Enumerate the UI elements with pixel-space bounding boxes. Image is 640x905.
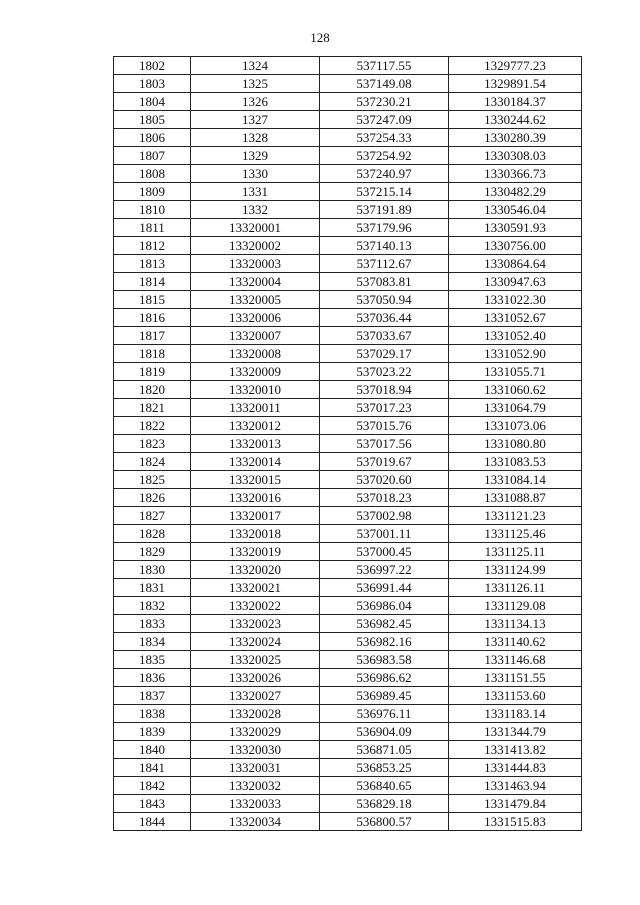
x-coordinate-cell: 537029.17 (320, 345, 449, 363)
table-row (114, 309, 582, 327)
y-coordinate-cell: 1330756.00 (449, 237, 582, 255)
table-row (114, 651, 582, 669)
table-row (114, 93, 582, 111)
x-coordinate-cell: 537036.44 (320, 309, 449, 327)
point-number-cell: 1826 (114, 489, 191, 507)
table-row (114, 219, 582, 237)
point-id-cell: 1331 (191, 183, 320, 201)
y-coordinate-cell: 1331055.71 (449, 363, 582, 381)
point-id-cell: 13320003 (191, 255, 320, 273)
point-id-cell: 13320017 (191, 507, 320, 525)
table-row (114, 669, 582, 687)
y-coordinate-cell: 1329891.54 (449, 75, 582, 93)
point-id-cell: 13320005 (191, 291, 320, 309)
table-row (114, 615, 582, 633)
point-id-cell: 13320008 (191, 345, 320, 363)
y-coordinate-cell: 1331064.79 (449, 399, 582, 417)
x-coordinate-cell: 536840.65 (320, 777, 449, 795)
y-coordinate-cell: 1331121.23 (449, 507, 582, 525)
point-id-cell: 1332 (191, 201, 320, 219)
point-number-cell: 1809 (114, 183, 191, 201)
point-id-cell: 13320007 (191, 327, 320, 345)
table-row (114, 579, 582, 597)
x-coordinate-cell: 536904.09 (320, 723, 449, 741)
x-coordinate-cell: 537017.23 (320, 399, 449, 417)
y-coordinate-cell: 1331022.30 (449, 291, 582, 309)
y-coordinate-cell: 1330244.62 (449, 111, 582, 129)
y-coordinate-cell: 1331084.14 (449, 471, 582, 489)
point-id-cell: 13320030 (191, 741, 320, 759)
point-number-cell: 1831 (114, 579, 191, 597)
y-coordinate-cell: 1331479.84 (449, 795, 582, 813)
y-coordinate-cell: 1331151.55 (449, 669, 582, 687)
point-number-cell: 1843 (114, 795, 191, 813)
y-coordinate-cell: 1330366.73 (449, 165, 582, 183)
x-coordinate-cell: 537001.11 (320, 525, 449, 543)
point-number-cell: 1805 (114, 111, 191, 129)
y-coordinate-cell: 1331344.79 (449, 723, 582, 741)
y-coordinate-cell: 1331444.83 (449, 759, 582, 777)
point-id-cell: 1327 (191, 111, 320, 129)
point-id-cell: 13320020 (191, 561, 320, 579)
x-coordinate-cell: 537033.67 (320, 327, 449, 345)
point-number-cell: 1806 (114, 129, 191, 147)
point-number-cell: 1839 (114, 723, 191, 741)
page-number: 128 (310, 30, 330, 45)
point-id-cell: 13320012 (191, 417, 320, 435)
point-number-cell: 1820 (114, 381, 191, 399)
x-coordinate-cell: 537215.14 (320, 183, 449, 201)
x-coordinate-cell: 537191.89 (320, 201, 449, 219)
point-number-cell: 1811 (114, 219, 191, 237)
table-row (114, 165, 582, 183)
x-coordinate-cell: 537254.92 (320, 147, 449, 165)
point-id-cell: 13320016 (191, 489, 320, 507)
y-coordinate-cell: 1331126.11 (449, 579, 582, 597)
table-row (114, 759, 582, 777)
x-coordinate-cell: 536986.62 (320, 669, 449, 687)
point-id-cell: 13320009 (191, 363, 320, 381)
point-id-cell: 13320025 (191, 651, 320, 669)
point-id-cell: 13320019 (191, 543, 320, 561)
x-coordinate-cell: 537023.22 (320, 363, 449, 381)
table-row (114, 705, 582, 723)
point-number-cell: 1821 (114, 399, 191, 417)
point-id-cell: 13320023 (191, 615, 320, 633)
x-coordinate-cell: 536982.45 (320, 615, 449, 633)
table-row (114, 201, 582, 219)
y-coordinate-cell: 1331140.62 (449, 633, 582, 651)
y-coordinate-cell: 1331052.90 (449, 345, 582, 363)
y-coordinate-cell: 1331515.83 (449, 813, 582, 831)
point-id-cell: 13320006 (191, 309, 320, 327)
point-id-cell: 13320027 (191, 687, 320, 705)
x-coordinate-cell: 536986.04 (320, 597, 449, 615)
x-coordinate-cell: 536991.44 (320, 579, 449, 597)
x-coordinate-cell: 536800.57 (320, 813, 449, 831)
point-number-cell: 1825 (114, 471, 191, 489)
point-number-cell: 1832 (114, 597, 191, 615)
point-number-cell: 1804 (114, 93, 191, 111)
table-row (114, 363, 582, 381)
point-number-cell: 1822 (114, 417, 191, 435)
table-row (114, 147, 582, 165)
y-coordinate-cell: 1331073.06 (449, 417, 582, 435)
point-number-cell: 1812 (114, 237, 191, 255)
point-id-cell: 13320015 (191, 471, 320, 489)
y-coordinate-cell: 1330591.93 (449, 219, 582, 237)
point-number-cell: 1829 (114, 543, 191, 561)
point-number-cell: 1818 (114, 345, 191, 363)
point-id-cell: 13320001 (191, 219, 320, 237)
x-coordinate-cell: 537019.67 (320, 453, 449, 471)
x-coordinate-cell: 537015.76 (320, 417, 449, 435)
x-coordinate-cell: 536829.18 (320, 795, 449, 813)
y-coordinate-cell: 1330864.64 (449, 255, 582, 273)
point-id-cell: 13320010 (191, 381, 320, 399)
table-row (114, 435, 582, 453)
point-id-cell: 1324 (191, 57, 320, 75)
table-row (114, 453, 582, 471)
point-number-cell: 1813 (114, 255, 191, 273)
x-coordinate-cell: 537112.67 (320, 255, 449, 273)
x-coordinate-cell: 536976.11 (320, 705, 449, 723)
table-row (114, 273, 582, 291)
x-coordinate-cell: 537020.60 (320, 471, 449, 489)
x-coordinate-cell: 536997.22 (320, 561, 449, 579)
x-coordinate-cell: 537240.97 (320, 165, 449, 183)
x-coordinate-cell: 536871.05 (320, 741, 449, 759)
point-id-cell: 13320004 (191, 273, 320, 291)
x-coordinate-cell: 537018.94 (320, 381, 449, 399)
point-number-cell: 1828 (114, 525, 191, 543)
table-row (114, 75, 582, 93)
y-coordinate-cell: 1331125.11 (449, 543, 582, 561)
y-coordinate-cell: 1331088.87 (449, 489, 582, 507)
y-coordinate-cell: 1331124.99 (449, 561, 582, 579)
point-number-cell: 1827 (114, 507, 191, 525)
y-coordinate-cell: 1331052.67 (449, 309, 582, 327)
y-coordinate-cell: 1331146.68 (449, 651, 582, 669)
point-id-cell: 13320013 (191, 435, 320, 453)
point-number-cell: 1824 (114, 453, 191, 471)
x-coordinate-cell: 536983.58 (320, 651, 449, 669)
point-number-cell: 1844 (114, 813, 191, 831)
point-id-cell: 13320032 (191, 777, 320, 795)
table-row (114, 111, 582, 129)
x-coordinate-cell: 537083.81 (320, 273, 449, 291)
point-number-cell: 1803 (114, 75, 191, 93)
point-id-cell: 13320033 (191, 795, 320, 813)
point-id-cell: 1328 (191, 129, 320, 147)
y-coordinate-cell: 1330947.63 (449, 273, 582, 291)
point-number-cell: 1841 (114, 759, 191, 777)
x-coordinate-cell: 537050.94 (320, 291, 449, 309)
coordinates-table-body (114, 57, 582, 831)
table-row (114, 255, 582, 273)
x-coordinate-cell: 537017.56 (320, 435, 449, 453)
y-coordinate-cell: 1330184.37 (449, 93, 582, 111)
x-coordinate-cell: 537140.13 (320, 237, 449, 255)
point-number-cell: 1842 (114, 777, 191, 795)
point-id-cell: 13320028 (191, 705, 320, 723)
y-coordinate-cell: 1331134.13 (449, 615, 582, 633)
table-row (114, 507, 582, 525)
point-number-cell: 1819 (114, 363, 191, 381)
table-row (114, 489, 582, 507)
point-number-cell: 1817 (114, 327, 191, 345)
x-coordinate-cell: 537247.09 (320, 111, 449, 129)
y-coordinate-cell: 1329777.23 (449, 57, 582, 75)
table-row (114, 327, 582, 345)
y-coordinate-cell: 1331083.53 (449, 453, 582, 471)
y-coordinate-cell: 1331060.62 (449, 381, 582, 399)
table-row (114, 597, 582, 615)
table-row (114, 561, 582, 579)
table-row (114, 345, 582, 363)
table-row (114, 723, 582, 741)
table-row (114, 543, 582, 561)
y-coordinate-cell: 1331080.80 (449, 435, 582, 453)
y-coordinate-cell: 1331129.08 (449, 597, 582, 615)
table-row (114, 633, 582, 651)
coordinates-table (113, 56, 582, 831)
y-coordinate-cell: 1330482.29 (449, 183, 582, 201)
point-id-cell: 1329 (191, 147, 320, 165)
table-row (114, 57, 582, 75)
x-coordinate-cell: 536989.45 (320, 687, 449, 705)
point-id-cell: 13320034 (191, 813, 320, 831)
x-coordinate-cell: 537149.08 (320, 75, 449, 93)
table-row (114, 741, 582, 759)
point-id-cell: 1326 (191, 93, 320, 111)
point-number-cell: 1830 (114, 561, 191, 579)
x-coordinate-cell: 537230.21 (320, 93, 449, 111)
point-id-cell: 13320014 (191, 453, 320, 471)
point-id-cell: 1330 (191, 165, 320, 183)
table-row (114, 777, 582, 795)
x-coordinate-cell: 536853.25 (320, 759, 449, 777)
point-number-cell: 1835 (114, 651, 191, 669)
point-number-cell: 1814 (114, 273, 191, 291)
point-number-cell: 1823 (114, 435, 191, 453)
point-number-cell: 1815 (114, 291, 191, 309)
table-row (114, 795, 582, 813)
table-row (114, 813, 582, 831)
y-coordinate-cell: 1330546.04 (449, 201, 582, 219)
y-coordinate-cell: 1331052.40 (449, 327, 582, 345)
table-row (114, 471, 582, 489)
point-number-cell: 1807 (114, 147, 191, 165)
x-coordinate-cell: 537002.98 (320, 507, 449, 525)
point-number-cell: 1834 (114, 633, 191, 651)
point-number-cell: 1833 (114, 615, 191, 633)
point-id-cell: 13320018 (191, 525, 320, 543)
point-number-cell: 1838 (114, 705, 191, 723)
point-number-cell: 1840 (114, 741, 191, 759)
table-row (114, 399, 582, 417)
point-id-cell: 1325 (191, 75, 320, 93)
x-coordinate-cell: 537179.96 (320, 219, 449, 237)
point-id-cell: 13320029 (191, 723, 320, 741)
y-coordinate-cell: 1331463.94 (449, 777, 582, 795)
x-coordinate-cell: 537018.23 (320, 489, 449, 507)
table-row (114, 687, 582, 705)
y-coordinate-cell: 1331125.46 (449, 525, 582, 543)
table-row (114, 291, 582, 309)
table-row (114, 183, 582, 201)
table-row (114, 129, 582, 147)
y-coordinate-cell: 1330280.39 (449, 129, 582, 147)
x-coordinate-cell: 537254.33 (320, 129, 449, 147)
point-number-cell: 1802 (114, 57, 191, 75)
x-coordinate-cell: 536982.16 (320, 633, 449, 651)
x-coordinate-cell: 537117.55 (320, 57, 449, 75)
table-row (114, 417, 582, 435)
table-row (114, 525, 582, 543)
point-id-cell: 13320031 (191, 759, 320, 777)
point-id-cell: 13320024 (191, 633, 320, 651)
table-row (114, 381, 582, 399)
point-id-cell: 13320002 (191, 237, 320, 255)
y-coordinate-cell: 1331153.60 (449, 687, 582, 705)
point-number-cell: 1816 (114, 309, 191, 327)
point-number-cell: 1836 (114, 669, 191, 687)
x-coordinate-cell: 537000.45 (320, 543, 449, 561)
y-coordinate-cell: 1330308.03 (449, 147, 582, 165)
point-number-cell: 1837 (114, 687, 191, 705)
y-coordinate-cell: 1331183.14 (449, 705, 582, 723)
point-id-cell: 13320022 (191, 597, 320, 615)
table-row (114, 237, 582, 255)
y-coordinate-cell: 1331413.82 (449, 741, 582, 759)
point-id-cell: 13320021 (191, 579, 320, 597)
point-number-cell: 1808 (114, 165, 191, 183)
point-id-cell: 13320026 (191, 669, 320, 687)
point-id-cell: 13320011 (191, 399, 320, 417)
point-number-cell: 1810 (114, 201, 191, 219)
